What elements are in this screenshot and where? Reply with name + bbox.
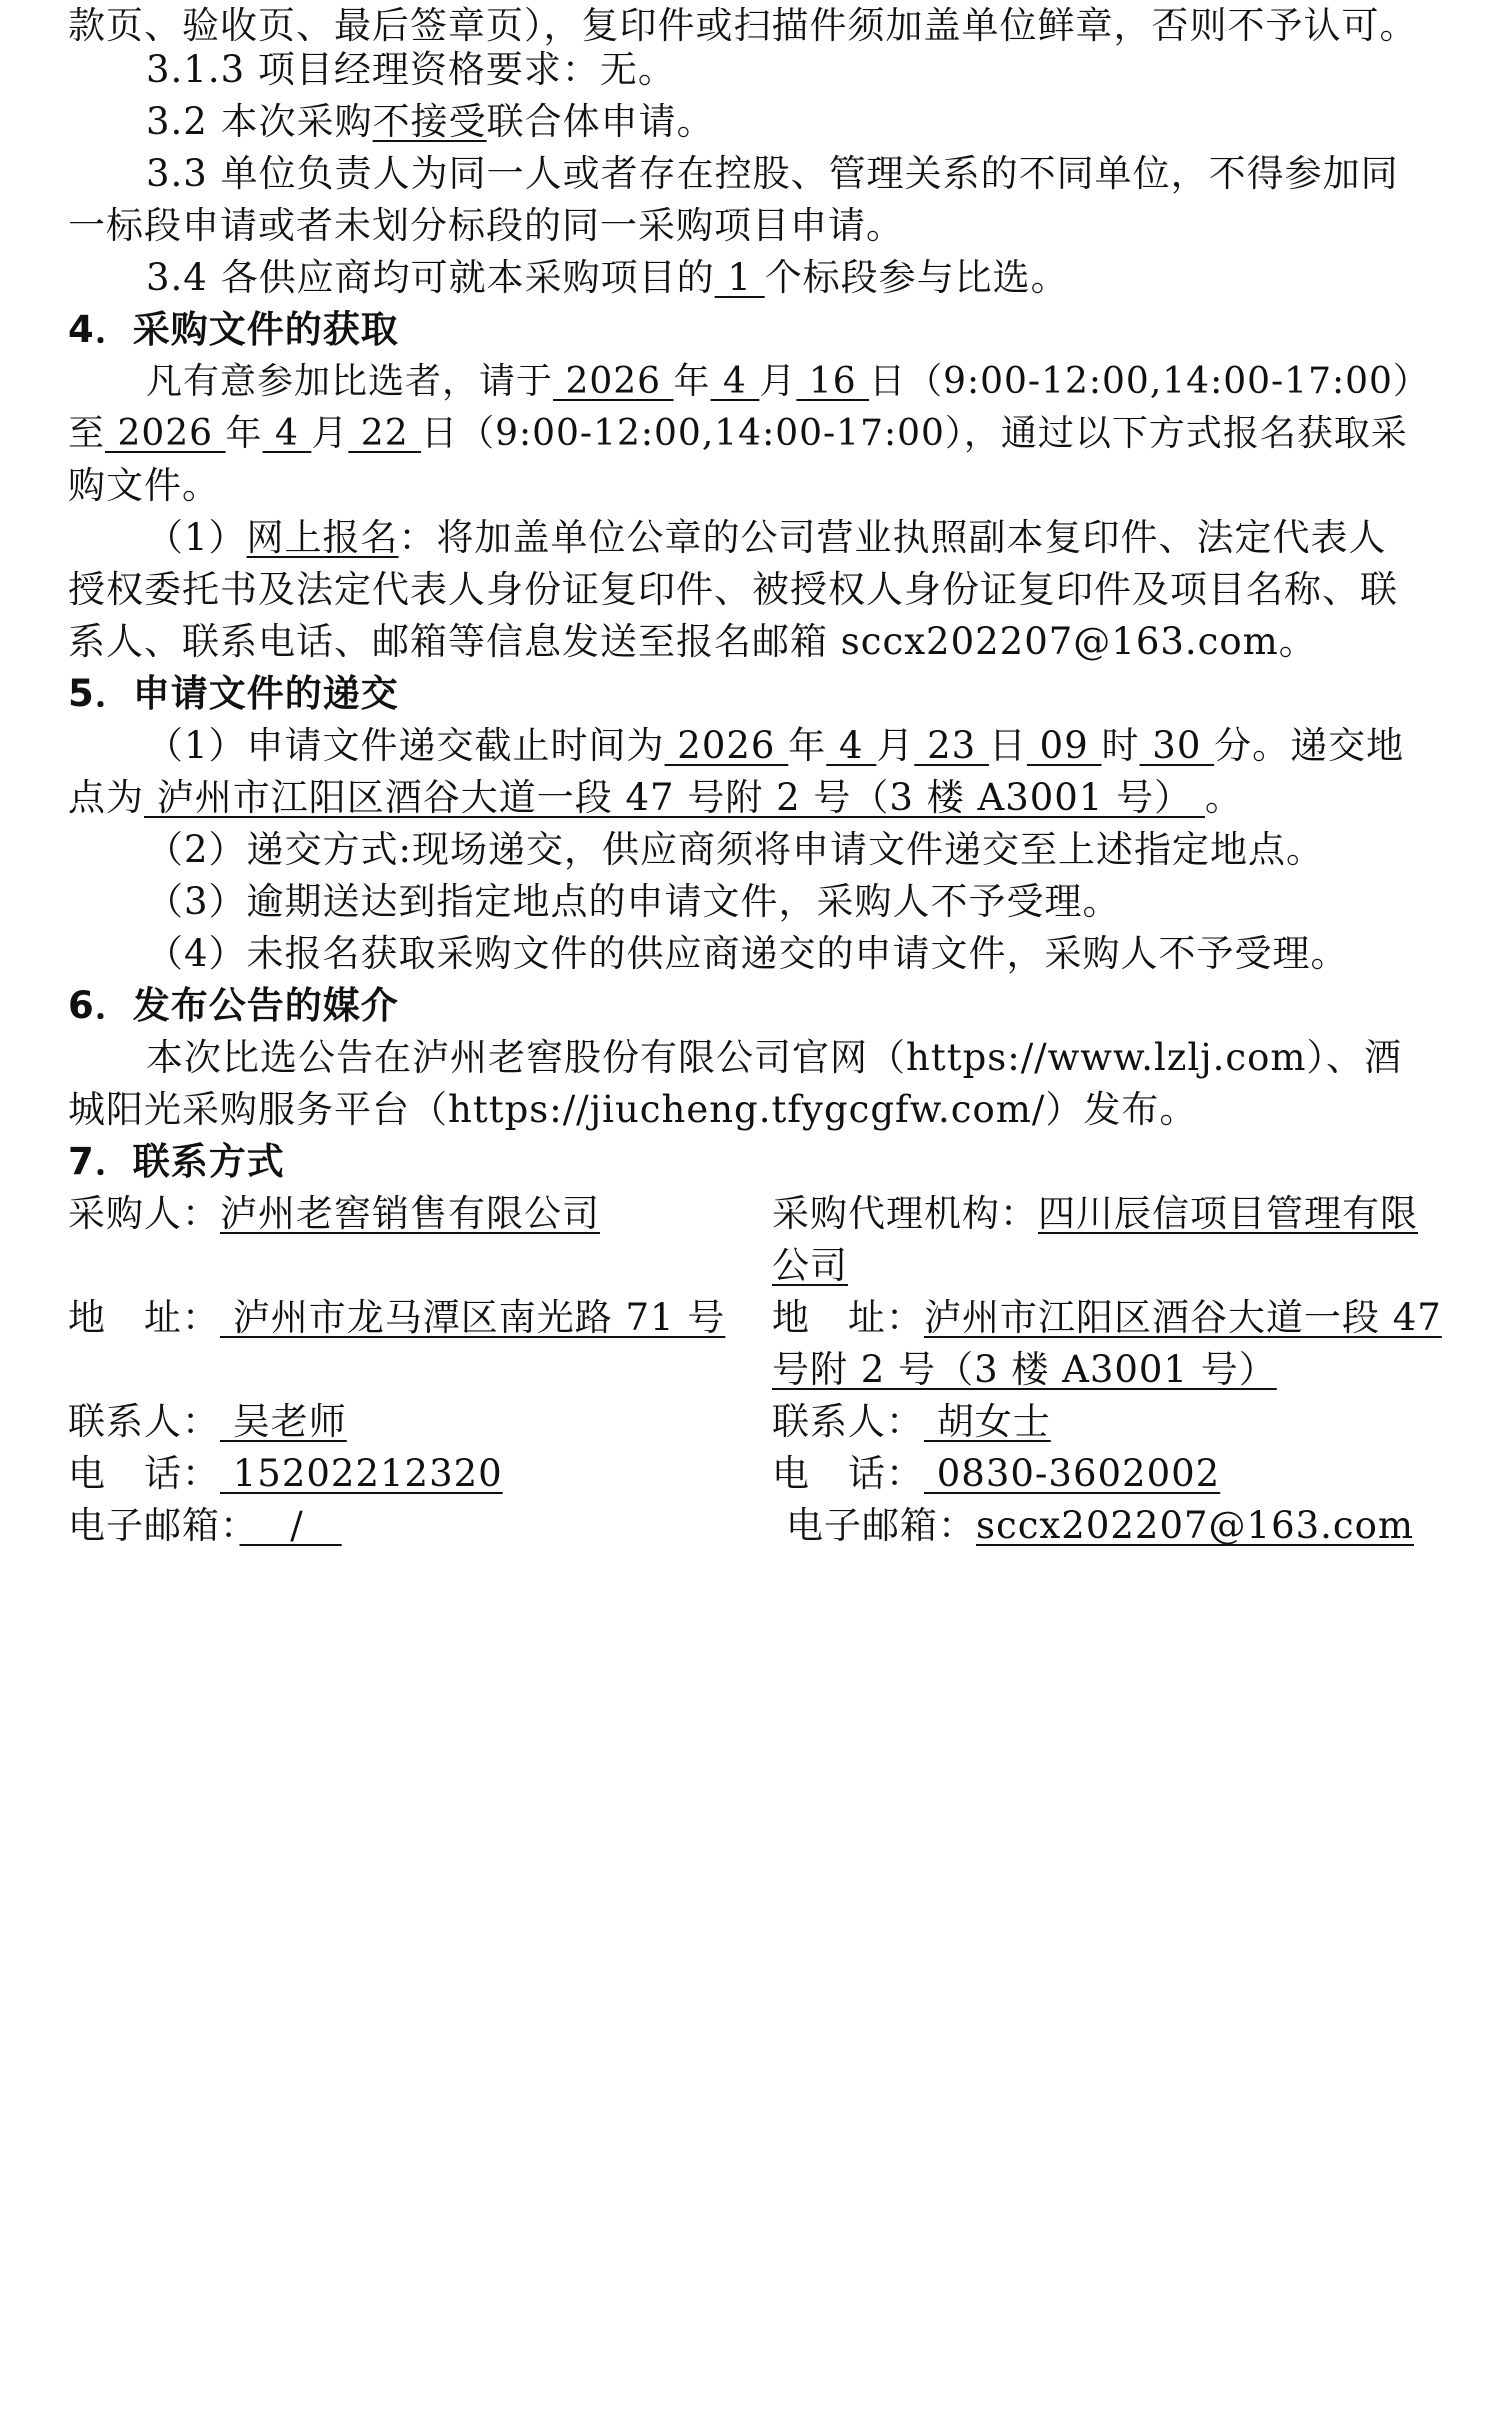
text: （1） [146, 516, 247, 559]
text: 日 [988, 724, 1027, 767]
agent-address-row-cont [772, 1344, 1277, 1396]
text: 分。递交地 [1214, 724, 1405, 767]
clause-3-4-text: 3.4 各供应商均可就本采购项目的 [146, 256, 715, 299]
tel-label: 电 话： [772, 1452, 924, 1495]
clause-3-4 [146, 252, 1438, 304]
agent-tel-row [772, 1448, 1220, 1500]
start-day: 16 [796, 361, 870, 402]
buyer-telephone: 15202212320 [220, 1452, 503, 1495]
buyer-row [68, 1188, 600, 1240]
address-label: 地 址： [772, 1296, 924, 1339]
agent-row-cont [772, 1240, 848, 1292]
clause-3-4-tail: 个标段参与比选。 [764, 256, 1069, 299]
text: 点为 [68, 776, 144, 819]
text: （1）申请文件递交截止时间为 [146, 724, 665, 767]
agent-email: sccx202207@163.com [976, 1504, 1415, 1547]
buyer-person-row [68, 1396, 347, 1448]
tel-label: 电 话： [68, 1452, 220, 1495]
end-year: 2026 [105, 413, 226, 454]
deadline-line1 [146, 720, 1438, 772]
end-day: 22 [348, 413, 422, 454]
section-4-line1 [146, 356, 1438, 408]
media-line2: 城阳光采购服务平台（https://jiucheng.tfygcgfw.com/）发布。 [68, 1088, 1198, 1131]
agent-name-cont: 公司 [772, 1244, 848, 1287]
start-month: 4 [710, 361, 760, 402]
text: 日（9:00-12:00,14:00-17:00），通过以下方式报名获取采 [421, 413, 1408, 454]
online-registration-line2: 授权委托书及法定代表人身份证复印件、被授权人身份证复印件及项目名称、联 [68, 568, 1398, 611]
clause-3-2 [146, 96, 1438, 148]
buyer-name: 泸州老窖销售有限公司 [220, 1192, 600, 1235]
agent-address: 泸州市江阳区酒谷大道一段 47 [924, 1296, 1442, 1339]
consortium-not-accepted: 不接受 [372, 100, 487, 143]
text: 日（9:00-12:00,14:00-17:00） [869, 361, 1430, 402]
agent-address-row [772, 1292, 1442, 1344]
deadline-line2 [68, 772, 1438, 824]
start-year: 2026 [553, 361, 674, 402]
text: 。 [1204, 776, 1243, 819]
section-6-heading: 6．发布公告的媒介 [68, 984, 399, 1027]
paragraph-qualification-end: 款页、验收页、最后签章页），复印件或扫描件须加盖单位鲜章，否则不予认可。 [68, 4, 1418, 47]
section-4-heading: 4．采购文件的获取 [68, 308, 399, 351]
text: 年 [225, 413, 263, 454]
buyer-email-row [68, 1500, 342, 1552]
agent-label: 采购代理机构： [772, 1192, 1038, 1235]
text: 月 [876, 724, 915, 767]
online-registration-line3: 系人、联系电话、邮箱等信息发送至报名邮箱 sccx202207@163.com。 [68, 620, 1317, 663]
lot-count: 1 [714, 256, 765, 299]
section-4-line2 [68, 408, 1438, 460]
online-registration-label: 网上报名 [246, 516, 399, 559]
agent-contact-person: 胡女士 [924, 1400, 1051, 1443]
buyer-address: 泸州市龙马潭区南光路 71 号 [220, 1296, 726, 1339]
agent-person-row [772, 1396, 1051, 1448]
media-line1: 本次比选公告在泸州老窖股份有限公司官网（https://www.lzlj.com）、酒 [146, 1036, 1402, 1079]
text: 凡有意参加比选者，请于 [146, 361, 554, 402]
clause-3-2-tail: 联合体申请。 [486, 100, 715, 143]
deadline-hour: 09 [1026, 724, 1102, 767]
deadline-minute: 30 [1139, 724, 1215, 767]
buyer-address-row [68, 1292, 725, 1344]
agent-email-row [786, 1500, 1414, 1552]
text: 年 [788, 724, 827, 767]
section-4-line3: 购文件。 [68, 464, 220, 507]
late-submission-note: （3）逾期送达到指定地点的申请文件，采购人不予受理。 [146, 880, 1121, 923]
clause-3-3-line1: 3.3 单位负责人为同一人或者存在控股、管理关系的不同单位，不得参加同 [146, 152, 1399, 195]
text: 至 [68, 413, 106, 454]
text: 月 [759, 361, 797, 402]
submission-method: （2）递交方式:现场递交，供应商须将申请文件递交至上述指定地点。 [146, 828, 1325, 871]
online-registration-line1 [146, 512, 1438, 564]
buyer-contact-person: 吴老师 [220, 1400, 347, 1443]
buyer-email: / [239, 1504, 342, 1547]
text: 年 [673, 361, 711, 402]
deadline-day: 23 [914, 724, 989, 767]
buyer-label: 采购人： [68, 1192, 220, 1235]
deadline-month: 4 [826, 724, 877, 767]
agent-name: 四川辰信项目管理有限 [1038, 1192, 1418, 1235]
agent-telephone: 0830-3602002 [924, 1452, 1221, 1495]
deadline-year: 2026 [664, 724, 789, 767]
unregistered-note: （4）未报名获取采购文件的供应商递交的申请文件，采购人不予受理。 [146, 932, 1349, 975]
text: 月 [311, 413, 349, 454]
clause-3-2-text: 3.2 本次采购 [146, 100, 373, 143]
clause-3-1-3: 3.1.3 项目经理资格要求：无。 [146, 48, 676, 91]
agent-row [772, 1188, 1418, 1240]
text: 时 [1101, 724, 1140, 767]
end-month: 4 [262, 413, 312, 454]
section-5-heading: 5．申请文件的递交 [68, 672, 399, 715]
address-label: 地 址： [68, 1296, 220, 1339]
text: ：将加盖单位公章的公司营业执照副本复印件、法定代表人 [398, 516, 1387, 559]
submission-address: 泸州市江阳区酒谷大道一段 47 号附 2 号（3 楼 A3001 号） [144, 776, 1205, 819]
person-label: 联系人： [68, 1400, 220, 1443]
person-label: 联系人： [772, 1400, 924, 1443]
clause-3-3-line2: 一标段申请或者未划分标段的同一采购项目申请。 [68, 204, 904, 247]
section-7-heading: 7．联系方式 [68, 1140, 285, 1183]
buyer-tel-row [68, 1448, 503, 1500]
email-label: 电子邮箱： [786, 1504, 976, 1547]
email-label: 电子邮箱： [68, 1504, 240, 1547]
agent-address-cont: 号附 2 号（3 楼 A3001 号） [772, 1348, 1277, 1391]
